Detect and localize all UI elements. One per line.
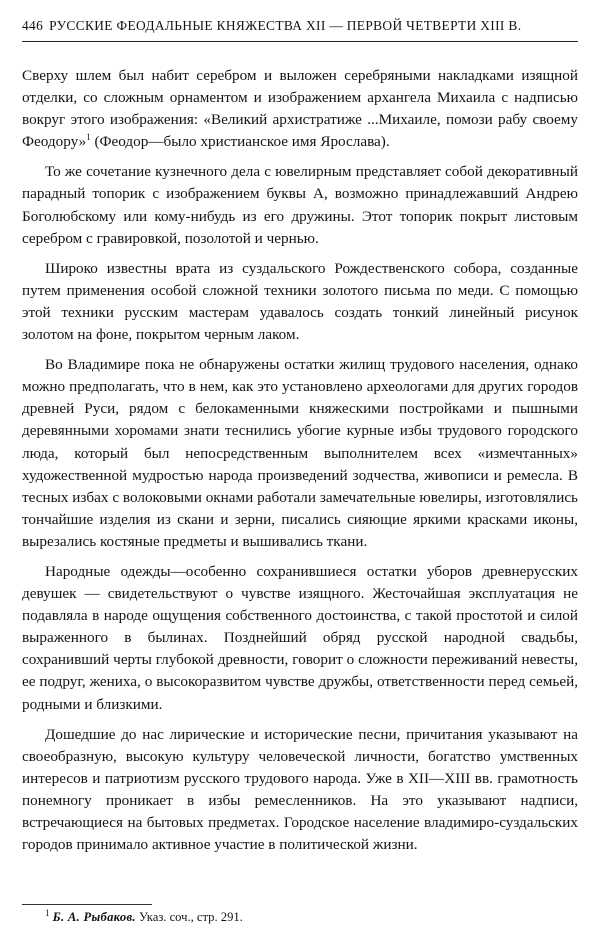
running-header bbox=[22, 18, 578, 34]
running-title: РУССКИЕ ФЕОДАЛЬНЫЕ КНЯЖЕСТВА XII — ПЕРВОЙ ЧЕТВЕРТИ XIII В. bbox=[49, 18, 522, 33]
footnote-reference: 1 bbox=[86, 132, 91, 143]
paragraph-6: Дошедшие до нас лирические и исторические песни, причитания указывают на своеобразную, высокую культуру человеческой личности, богатство умственных интересов и патриотизм русского трудового народа. Уже в XII—XIII вв. грамотность понемногу проникает в избы ремесленников. На это указывают надписи, встречающиеся на бытовых предметах. Городское население владимиро-суздальских городов принимало активное участие в политической жизни. bbox=[22, 725, 578, 854]
paragraph-4: Во Владимире пока не обнаружены остатки жилищ трудового населения, однако можно предполагать, что в нем, как это установлено археологами для других городов древней Руси, рядом с белокаменными княжескими постройками и пышными деревянными хоромами знати теснились убогие курные избы трудового городского люда, который был непосредственным выполнителем всех «измечтанных» художественной мудростью народа произведений зодчества, живописи и ремесла. В тесных избах с волоковыми окнами работали замечательные ювелиры, изготовлялись тончайшие изделия из скани и зерни, писались сияющие яркими красками иконы, вырезались костяные предметы и вышивались ткани. bbox=[22, 356, 578, 550]
paragraph-1 bbox=[22, 65, 578, 153]
footnote-marker: 1 bbox=[45, 907, 50, 918]
header-rule bbox=[22, 41, 578, 42]
footnote bbox=[45, 909, 243, 925]
footnote-citation: Указ. соч., стр. 291. bbox=[135, 910, 243, 924]
paragraph-1-text: Сверху шлем был набит серебром и выложен серебряными накладками изящной отделки, со сложным орнаментом и изображением архангела Михаила с надписью вокруг этого изображения: «Великий архистратиже ...Михаиле, помози рабу своему Феодору» bbox=[22, 67, 578, 151]
paragraph-2: То же сочетание кузнечного дела с ювелирным представляет собой декоративный парадный топорик с изображением буквы А, возможно принадлежавший Андрею Боголюбскому или кому-нибудь из его дружины. Этот топорик покрыт листовым серебром с гравировкой, позолотой и чернью. bbox=[22, 163, 578, 247]
paragraph-3: Широко известны врата из суздальского Рождественского собора, созданные путем применения особой сложной техники золотого письма по меди. С помощью этой техники русским мастерам удавалось создать тонкий линейный рисунок золотом на фоне, покрытом черным лаком. bbox=[22, 259, 578, 344]
page-number: 446 bbox=[22, 18, 44, 33]
paragraph-1-tail: (Феодор—было христианское имя Ярослава). bbox=[90, 133, 390, 151]
paragraph-5: Народные одежды—особенно сохранившиеся остатки уборов древнерусских девушек — свидетельствуют о чувстве изящного. Жесточайшая эксплуатация не подавляла в народе ощущения собственного достоинства, с такой простотой и силой выраженного в былинах. Позднейший обряд русской народной свадьбы, сохранивший черты глубокой древности, говорит о сложности переживаний невесты, ее подруг, жениха, о высокоразвитом чувстве дружбы, ответственности перед семьей, родными и близкими. bbox=[22, 562, 578, 713]
body-text bbox=[22, 65, 578, 864]
footnote-author: Б. А. Рыбаков. bbox=[52, 910, 136, 924]
footnote-rule bbox=[22, 904, 152, 905]
